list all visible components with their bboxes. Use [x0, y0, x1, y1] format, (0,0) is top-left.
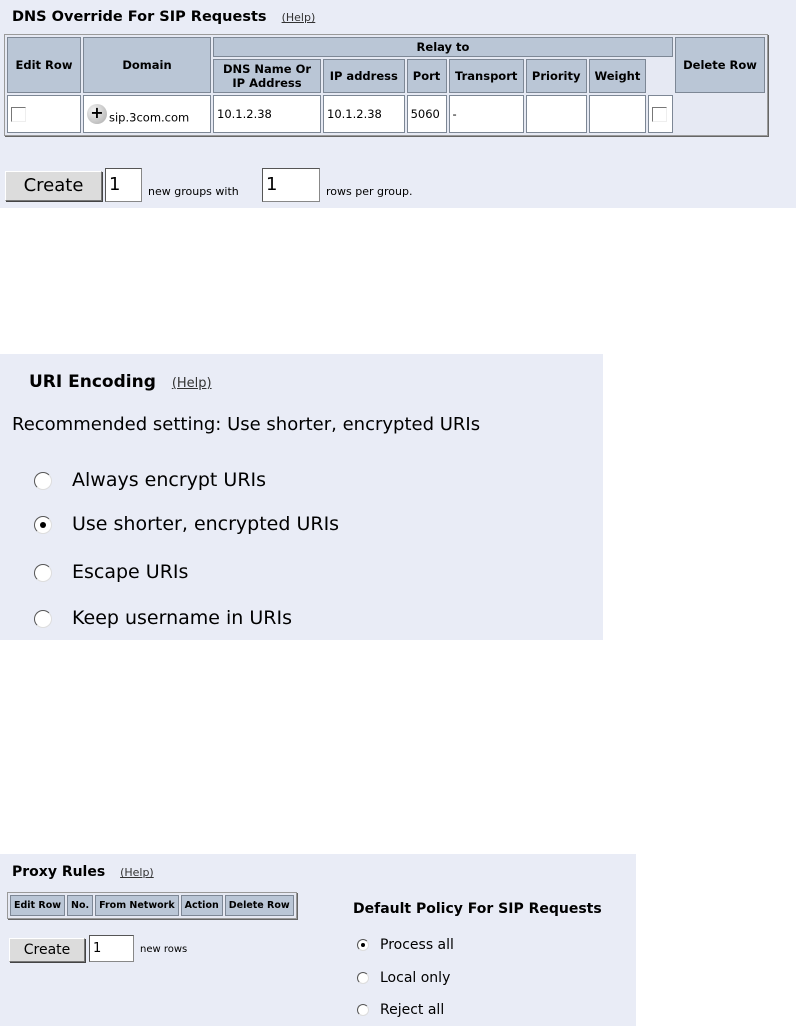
- uri-encoding-title-text: URI Encoding: [29, 372, 156, 392]
- col-domain: Domain: [83, 37, 211, 93]
- label-escape: Escape URIs: [72, 561, 189, 583]
- radio-keep-username[interactable]: [34, 610, 52, 628]
- weight-cell: [589, 95, 647, 133]
- new-rows-input[interactable]: 1: [89, 935, 134, 962]
- dns-override-title-text: DNS Override For SIP Requests: [12, 9, 267, 25]
- dns-override-panel: [0, 0, 796, 208]
- rows-per-group-label: rows per group.: [326, 185, 413, 198]
- radio-escape[interactable]: [34, 564, 52, 582]
- col-delete-row: Delete Row: [675, 37, 765, 93]
- ip-address-cell: 10.1.2.38: [323, 95, 405, 133]
- col-relay-to: Relay to: [213, 37, 673, 57]
- col-ip-address: IP address: [323, 59, 405, 93]
- radio-local-only[interactable]: [357, 972, 369, 984]
- proxy-rules-title-text: Proxy Rules: [12, 864, 106, 880]
- proxy-rules-title: [12, 864, 154, 880]
- col-port: Port: [407, 59, 447, 93]
- col-edit-row: Edit Row: [10, 895, 65, 916]
- proxy-help-link[interactable]: (Help): [120, 866, 154, 879]
- col-no: No.: [67, 895, 93, 916]
- proxy-rules-panel: [0, 854, 636, 1026]
- radio-process-all[interactable]: [357, 939, 369, 951]
- dns-override-table: [4, 34, 768, 136]
- delete-row-checkbox[interactable]: [652, 107, 667, 122]
- radio-always-encrypt[interactable]: [34, 472, 52, 490]
- col-weight: Weight: [589, 59, 647, 93]
- domain-value: sip.3com.com: [109, 110, 190, 125]
- radio-reject-all[interactable]: [357, 1004, 369, 1016]
- uri-encoding-title: [29, 372, 212, 392]
- proxy-rules-table: [7, 892, 297, 919]
- uri-encoding-panel: [0, 354, 603, 640]
- col-dns-name: DNS Name Or IP Address: [213, 59, 321, 93]
- new-rows-label: new rows: [140, 944, 188, 955]
- port-cell: 5060: [407, 95, 447, 133]
- col-action: Action: [181, 895, 223, 916]
- radio-shorter-encrypted[interactable]: [34, 516, 52, 534]
- dns-create-button[interactable]: Create: [5, 171, 102, 201]
- label-local-only: Local only: [380, 970, 451, 986]
- col-edit-row: Edit Row: [7, 37, 81, 93]
- transport-cell: -: [449, 95, 524, 133]
- priority-cell: [526, 95, 587, 133]
- col-transport: Transport: [449, 59, 524, 93]
- edit-row-checkbox[interactable]: [11, 107, 26, 122]
- domain-cell: [83, 95, 211, 133]
- recommended-setting-text: Recommended setting: Use shorter, encrypted URIs: [12, 414, 481, 435]
- edit-row-cell: [7, 95, 81, 133]
- delete-row-cell: [648, 95, 673, 133]
- col-priority: Priority: [526, 59, 587, 93]
- col-from-network: From Network: [95, 895, 179, 916]
- groups-count-input[interactable]: 1: [105, 168, 142, 202]
- dns-override-title: [12, 9, 315, 25]
- dns-name-cell: 10.1.2.38: [213, 95, 321, 133]
- default-policy-title: Default Policy For SIP Requests: [353, 901, 602, 917]
- label-keep-username: Keep username in URIs: [72, 607, 292, 629]
- expand-plus-icon[interactable]: +: [87, 104, 107, 124]
- groups-label: new groups with: [148, 185, 239, 198]
- proxy-create-button[interactable]: Create: [9, 938, 85, 962]
- label-process-all: Process all: [380, 937, 454, 953]
- table-row: [7, 95, 765, 133]
- col-delete-row: Delete Row: [225, 895, 294, 916]
- rows-per-group-input[interactable]: 1: [262, 168, 320, 202]
- label-always-encrypt: Always encrypt URIs: [72, 469, 267, 491]
- dns-help-link[interactable]: (Help): [281, 11, 316, 24]
- label-shorter-encrypted: Use shorter, encrypted URIs: [72, 513, 340, 535]
- label-reject-all: Reject all: [380, 1002, 445, 1018]
- uri-help-link[interactable]: (Help): [171, 376, 212, 391]
